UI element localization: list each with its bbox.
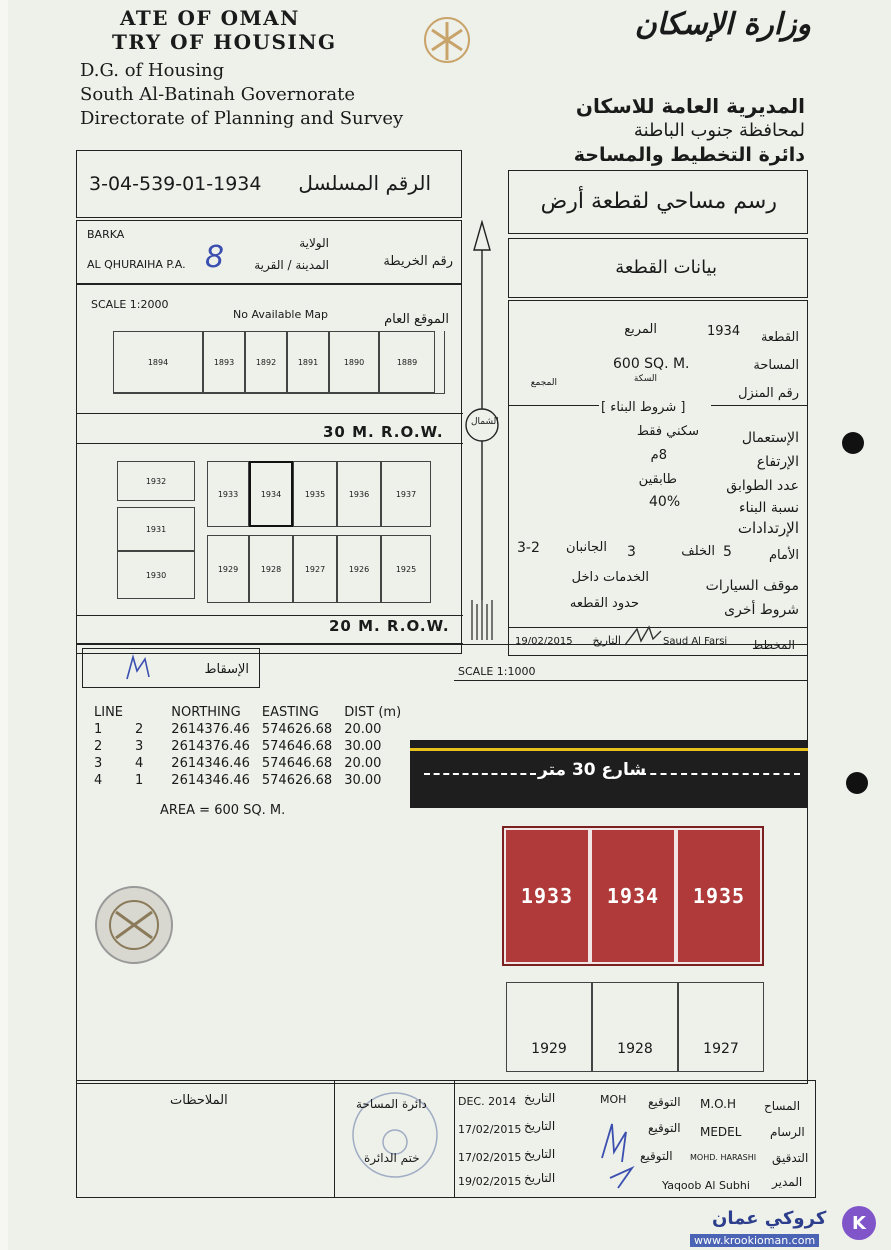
serial-number: 3-04-539-01-1934	[89, 173, 262, 195]
col-to	[129, 704, 149, 721]
square-label: المربع	[624, 322, 657, 337]
lot-1932: 1932	[117, 461, 195, 501]
conditions-rule-right	[711, 405, 807, 406]
lot-1890: 1890	[329, 331, 379, 393]
notes-label: الملاحظات	[170, 1093, 228, 1108]
map-no-label: رقم الخريطة	[383, 254, 453, 269]
floors-label: عدد الطوابق	[726, 478, 799, 494]
checker-date: 17/02/2015	[458, 1151, 522, 1164]
watermark-badge-icon: K	[842, 1206, 876, 1240]
street-dash-left	[424, 773, 536, 775]
cell: 3	[135, 739, 144, 754]
table-row	[88, 738, 407, 755]
lot-1926: 1926	[337, 535, 381, 603]
cell: 4	[94, 773, 103, 788]
front-value: 5	[723, 544, 732, 560]
back-value: 3	[627, 544, 636, 560]
height-label: الإرتفاع	[756, 454, 799, 470]
cell: 2	[94, 739, 103, 754]
cell: 574626.68	[261, 722, 333, 737]
draftsman-name: MEDEL	[700, 1125, 742, 1139]
other-label: شروط أخرى	[724, 602, 799, 618]
lower-lot-1928: 1928	[592, 982, 678, 1072]
lot-1891: 1891	[287, 331, 329, 393]
header-ar-ministry: وزارة الإسكان	[634, 7, 811, 42]
projection-label-box	[82, 648, 260, 688]
stamp-label: دائرة المساحة	[356, 1097, 427, 1111]
plot-data-title: بيانات القطعة	[615, 257, 717, 278]
lot-1936: 1936	[337, 461, 381, 527]
surveyor-role: المساح	[764, 1099, 801, 1113]
draftsman-date-label: التاريخ	[524, 1119, 556, 1133]
ratio-value: 40%	[649, 494, 681, 510]
lower-lot-1927: 1927	[678, 982, 764, 1072]
lower-lot-1929: 1929	[506, 982, 592, 1072]
cell: 20.00	[344, 722, 382, 737]
house-no-label: رقم المنزل	[738, 386, 799, 401]
draftsman-sign-label: التوقيع	[648, 1121, 681, 1135]
header-ar-dir: دائرة التخطيط والمساحة	[573, 144, 805, 166]
location-map-label: الموقع العام	[384, 312, 449, 327]
height-value: 8م	[650, 448, 667, 463]
lot-1925: 1925	[381, 535, 431, 603]
street-edge-line	[410, 748, 808, 751]
other-value: حدود القطعه	[569, 596, 639, 611]
cell: 1	[135, 773, 144, 788]
table-row	[88, 755, 407, 772]
lot-1892: 1892	[245, 331, 287, 393]
north-label: الشمال	[471, 417, 499, 427]
surveyor-date: DEC. 2014	[458, 1095, 517, 1108]
sikka-label: السكة	[633, 374, 657, 384]
planner-date: 19/02/2015	[515, 636, 573, 647]
director-role: المدير	[772, 1175, 803, 1189]
doc-title: رسم مساحي لقطعة أرض	[540, 189, 777, 214]
cell: 1	[94, 722, 103, 737]
header-ar-dg: المديرية العامة للاسكان	[575, 94, 805, 118]
lot-1894: 1894	[113, 331, 203, 393]
director-date-label: التاريخ	[524, 1171, 556, 1185]
lot-1927: 1927	[293, 535, 337, 603]
parking-label: موقف السيارات	[705, 578, 799, 594]
planner-date-label: التاريخ	[592, 634, 621, 647]
location-map-scale: SCALE 1:2000	[91, 298, 169, 311]
plot-number: 1934	[707, 324, 741, 339]
header-governorate: South Al-Batinah Governorate	[80, 84, 356, 105]
lot-1935: 1935	[293, 461, 337, 527]
location-box	[76, 220, 462, 284]
lot-1889: 1889	[379, 331, 435, 393]
header-state: ATE OF OMAN	[120, 6, 300, 30]
conditions-label: [ شروط البناء ]	[601, 400, 686, 415]
seal-label: ختم الدائرة	[364, 1151, 420, 1165]
footer-divider-2	[454, 1080, 455, 1198]
binder-hole-bottom	[846, 772, 868, 794]
lot-1893: 1893	[203, 331, 245, 393]
surveyor-date-label: التاريخ	[524, 1091, 556, 1105]
projection-scale: SCALE 1:1000	[458, 665, 536, 678]
checker-sign-label: التوقيع	[640, 1149, 673, 1163]
surveyor-sign-label: التوقيع	[648, 1095, 681, 1109]
setbacks-label: الإرتدادات	[737, 519, 799, 537]
draftsman-role: الرسام	[770, 1125, 805, 1139]
doc-title-box	[508, 170, 808, 234]
cell: 574646.68	[261, 739, 333, 754]
planner-name: Saud Al Farsi	[663, 636, 728, 647]
surveyor-sign: MOH	[600, 1093, 627, 1106]
cell: 3	[94, 756, 103, 771]
cell: 2614346.46	[171, 756, 250, 771]
initials-signature-icon	[123, 653, 153, 683]
coordinates-header-row	[88, 704, 407, 721]
scale-rule	[454, 680, 808, 681]
map-no-handwritten: 8	[205, 240, 225, 275]
street-dash-right	[640, 773, 800, 775]
serial-label: الرقم المسلسل	[298, 171, 431, 195]
coordinates-table	[88, 704, 407, 789]
draftsman-date: 17/02/2015	[458, 1123, 522, 1136]
cell: 30.00	[344, 739, 382, 754]
wilayat-value: BARKA	[87, 228, 125, 241]
cell: 20.00	[344, 756, 382, 771]
wilayat-label: الولاية	[299, 236, 329, 250]
binder-hole-top	[842, 432, 864, 454]
plot-details-box	[508, 300, 808, 656]
area-label: المساحة	[753, 358, 799, 373]
conditions-rule-left	[509, 405, 599, 406]
oman-emblem-icon	[412, 10, 482, 70]
cell: 2	[135, 722, 144, 737]
lot-1929: 1929	[207, 535, 249, 603]
red-lot-1933: 1933	[504, 828, 590, 964]
front-label: الأمام	[769, 548, 799, 563]
table-row	[88, 772, 407, 789]
header-ar-gov: لمحافظة جنوب الباطنة	[633, 120, 805, 141]
red-lot-1935: 1935	[676, 828, 762, 964]
cell: 30.00	[344, 773, 382, 788]
col-line: LINE	[94, 705, 124, 720]
lot-1930: 1930	[117, 551, 195, 599]
red-lot-1934: 1934	[590, 828, 676, 964]
back-label: الخلف	[681, 544, 715, 559]
use-value: سكني فقط	[636, 424, 699, 439]
watermark-url: www.krookioman.com	[690, 1234, 819, 1247]
director-name: Yaqoob Al Subhi	[662, 1179, 750, 1192]
road-30-label: 30 M. R.O.W.	[323, 423, 444, 441]
checker-role: التدقيق	[772, 1151, 809, 1165]
road-20-edge-top	[77, 615, 463, 616]
cell: 2614376.46	[171, 739, 250, 754]
planner-label: المخطط	[752, 638, 795, 652]
lot-1933: 1933	[207, 461, 249, 527]
checker-date-label: التاريخ	[524, 1147, 556, 1161]
signatures-icon	[592, 1118, 642, 1194]
footer-divider-1	[334, 1080, 335, 1198]
cell: 2614346.46	[171, 773, 250, 788]
cell: 574646.68	[261, 756, 333, 771]
north-arrow-icon	[462, 220, 502, 650]
location-map	[76, 284, 462, 654]
sides-label: الجانبان	[566, 540, 607, 555]
area-total: AREA = 600 SQ. M.	[160, 803, 286, 818]
table-row	[88, 721, 407, 738]
col-dist: DIST (m)	[344, 705, 402, 720]
cell: 574626.68	[261, 773, 333, 788]
town-label: المدينة / القرية	[254, 258, 329, 272]
lot-1937: 1937	[381, 461, 431, 527]
area-value: 600 SQ. M.	[613, 356, 690, 372]
col-northing: NORTHING	[171, 705, 241, 720]
header-dg: D.G. of Housing	[80, 60, 225, 81]
lot-1934: 1934	[249, 461, 293, 527]
ratio-label: نسبة البناء	[738, 500, 799, 516]
cell: 2614376.46	[171, 722, 250, 737]
complex-label: المجمع	[530, 378, 557, 388]
parking-value: الخدمات داخل	[571, 570, 649, 585]
watermark-ar: كروكي عمان	[712, 1208, 827, 1229]
plot-label: القطعة	[760, 330, 799, 345]
projection-label: الإسقاط	[204, 662, 249, 677]
conditions-text: شروط البناء	[610, 400, 677, 415]
lot-1931: 1931	[117, 507, 195, 551]
surveyor-name: M.O.H	[700, 1097, 736, 1111]
cell: 4	[135, 756, 144, 771]
road-30-edge-top	[77, 413, 463, 414]
street-label: شارع 30 متر	[538, 760, 647, 780]
hologram-seal-icon	[84, 880, 184, 970]
checker-name: MOHD. HARASHI	[690, 1153, 757, 1162]
header-directorate: Directorate of Planning and Survey	[80, 108, 404, 129]
header-ministry: TRY OF HOUSING	[112, 30, 337, 54]
lot-1928: 1928	[249, 535, 293, 603]
col-easting: EASTING	[261, 705, 319, 720]
town-value: AL QHURAIHA P.A.	[87, 258, 186, 271]
floors-value: طابقين	[638, 472, 677, 487]
sides-value: 3-2	[517, 540, 540, 556]
road-30-edge-bottom	[77, 443, 463, 444]
use-label: الإستعمال	[741, 430, 799, 446]
plot-data-title-box	[508, 238, 808, 298]
road-20-label: 20 M. R.O.W.	[329, 617, 450, 635]
serial-box	[76, 150, 462, 218]
no-map-text: No Available Map	[233, 308, 328, 321]
director-date: 19/02/2015	[458, 1175, 522, 1188]
